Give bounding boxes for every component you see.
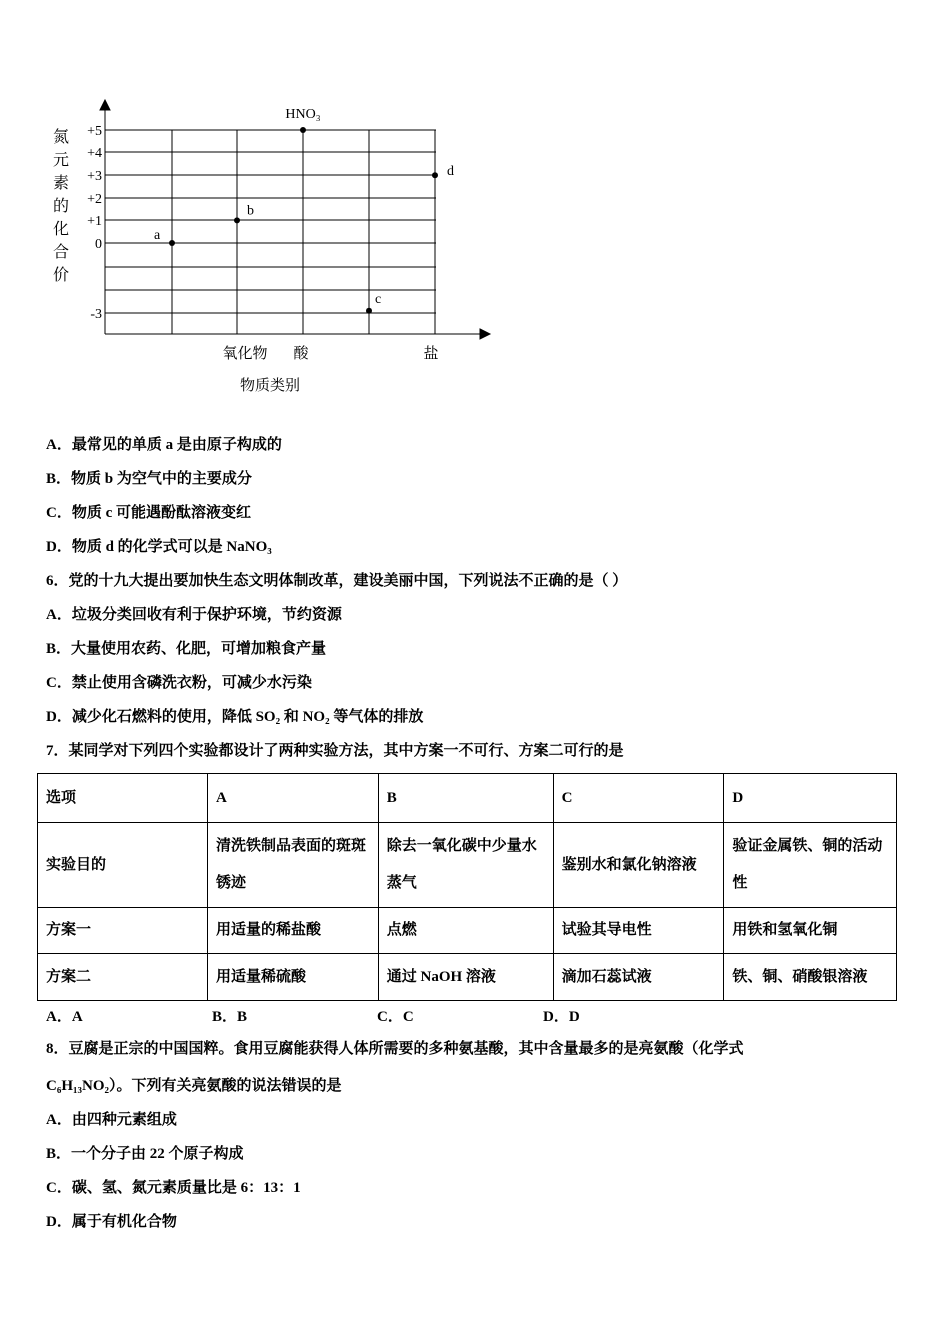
nitrogen-valence-chart (0, 0, 500, 400)
y-tick-label: +5 (87, 124, 102, 139)
q8-option-a[interactable]: A．由四种元素组成 (46, 1112, 177, 1128)
q8-option-b[interactable]: B．一个分子由 22 个原子构成 (46, 1146, 244, 1162)
q8-option-c[interactable]: C．碳、氢、氮元素质量比是 6：13：1 (46, 1180, 301, 1196)
y-tick-label: 0 (95, 237, 102, 252)
y-tick-label: -3 (90, 307, 102, 322)
y-axis-label (53, 127, 69, 284)
svg-text:价: 价 (52, 265, 70, 284)
data-point (234, 217, 240, 223)
table-cell: 用适量的稀盐酸 (207, 908, 378, 954)
q6-option-d[interactable]: D．减少化石燃料的使用，降低 SO₂ 和 NO₂ 等气体的排放 (46, 709, 424, 725)
point-label: b (247, 203, 254, 219)
q8-stem-line1: 8．豆腐是正宗的中国国粹。食用豆腐能获得人体所需要的多种氨基酸，其中含量最多的是亮氨酸（化学式 (46, 1041, 744, 1057)
table-cell: 选项 (38, 774, 208, 823)
q7-answer-a[interactable]: A．A (46, 1009, 83, 1025)
table-row (38, 823, 897, 908)
x-category-label: 酸 (293, 344, 309, 362)
x-category-label: 盐 (423, 344, 439, 362)
q6-option-b[interactable]: B．大量使用农药、化肥，可增加粮食产量 (46, 641, 327, 657)
table-cell: 试验其导电性 (553, 908, 724, 954)
q7-stem: 7．某同学对下列四个实验都设计了两种实验方法，其中方案一不可行、方案二可行的是 (46, 743, 624, 759)
table-cell: B (378, 774, 553, 823)
q8-option-d[interactable]: D．属于有机化合物 (46, 1214, 177, 1230)
table-cell: 验证金属铁、铜的活动性 (724, 823, 897, 908)
table-row (38, 908, 897, 954)
table-cell: C (553, 774, 724, 823)
svg-text:氮: 氮 (52, 127, 70, 146)
table-cell: 通过 NaOH 溶液 (378, 954, 553, 1001)
point-label: d (447, 164, 454, 180)
table-cell: 清洗铁制品表面的斑斑锈迹 (207, 823, 378, 908)
svg-text:素: 素 (52, 173, 70, 192)
q5-option-a[interactable]: A．最常见的单质 a 是由原子构成的 (46, 437, 282, 453)
table-cell: 实验目的 (38, 823, 208, 908)
q8-stem-line2: C₆H₁₃NO₂）。下列有关亮氨酸的说法错误的是 (46, 1078, 342, 1094)
svg-text:的: 的 (52, 196, 70, 215)
x-axis-label: 物质类别 (239, 376, 301, 394)
point-label: HNO₃ (285, 107, 321, 122)
q5-option-b[interactable]: B．物质 b 为空气中的主要成分 (46, 471, 252, 487)
svg-text:元: 元 (52, 150, 70, 169)
table-row (38, 774, 897, 823)
data-point (432, 172, 438, 178)
q5-option-c[interactable]: C．物质 c 可能遇酚酞溶液变红 (46, 505, 251, 521)
y-tick-label: +4 (87, 146, 102, 161)
point-label: c (375, 291, 382, 307)
y-tick-label: +1 (87, 214, 102, 229)
svg-text:化: 化 (52, 219, 70, 238)
q5-option-d[interactable]: D．物质 d 的化学式可以是 NaNO₃ (46, 539, 272, 555)
table-row (38, 954, 897, 1001)
table-cell: 方案二 (38, 954, 208, 1001)
svg-text:合: 合 (52, 242, 70, 261)
q6-option-a[interactable]: A．垃圾分类回收有利于保护环境，节约资源 (46, 607, 342, 623)
y-axis-arrow-icon (100, 100, 110, 110)
data-point (300, 127, 306, 133)
table-cell: D (724, 774, 897, 823)
data-point (169, 240, 175, 246)
y-tick-label: +3 (87, 169, 102, 184)
q7-table (37, 773, 897, 1001)
table-cell: 用适量稀硫酸 (207, 954, 378, 1001)
q7-answer-c[interactable]: C．C (377, 1009, 414, 1025)
table-cell: 鉴别水和氯化钠溶液 (553, 823, 724, 908)
table-cell: 滴加石蕊试液 (553, 954, 724, 1001)
x-category-label: 氧化物 (222, 344, 268, 362)
q6-stem: 6．党的十九大提出要加快生态文明体制改革，建设美丽中国，下列说法不正确的是（ ） (46, 573, 628, 589)
q6-option-c[interactable]: C．禁止使用含磷洗衣粉，可减少水污染 (46, 675, 312, 691)
table-cell: 点燃 (378, 908, 553, 954)
table-cell: 用铁和氢氧化铜 (724, 908, 897, 954)
x-axis-arrow-icon (480, 329, 490, 339)
data-point (366, 308, 372, 314)
y-tick-label: +2 (87, 192, 102, 207)
table-cell: 除去一氧化碳中少量水蒸气 (378, 823, 553, 908)
point-label: a (154, 228, 161, 243)
table-cell: 铁、铜、硝酸银溶液 (724, 954, 897, 1001)
table-cell: 方案一 (38, 908, 208, 954)
table-cell: A (207, 774, 378, 823)
q7-answer-d[interactable]: D．D (543, 1009, 580, 1025)
q7-answer-b[interactable]: B．B (212, 1009, 248, 1025)
